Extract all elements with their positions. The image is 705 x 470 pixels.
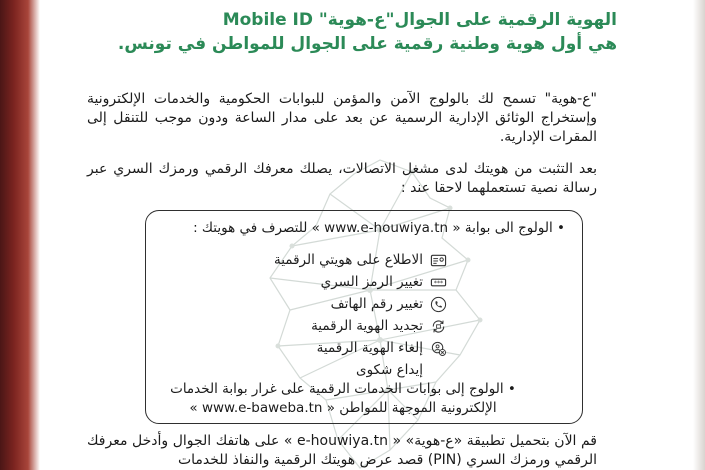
- password-icon: [430, 274, 447, 291]
- svg-text:***: ***: [433, 279, 444, 287]
- baweba-access-text: [133, 380, 553, 418]
- services-list: [274, 249, 447, 381]
- service-label: تجديد الهوية الرقمية: [311, 318, 423, 334]
- footer-paragraph: قم الآن بتحميل تطبيقة «ع-هوية» « e-houwiya.tn » على هاتفك الجوال وأدخل معرفك الرقمي ورمزك السري (PIN) قصد عرض هويتك الرقمية والنفاذ للخدمات: [87, 433, 597, 468]
- heading-line-1: الهوية الرقمية على الجوال"ع-هوية" Mobile ID: [222, 10, 617, 30]
- service-label: الاطلاع على هويتي الرقمية: [273, 252, 423, 268]
- heading-line-2: هي أول هوية وطنية رقمية على الجوال للمواطن في تونس.: [117, 34, 617, 54]
- list-item: [274, 337, 447, 359]
- service-label: تغيير الرمز السري: [320, 274, 423, 290]
- page-left-edge: [0, 0, 40, 470]
- id-card-icon: [430, 252, 447, 269]
- service-label: إلغاء الهوية الرقمية: [316, 340, 423, 356]
- list-item: [274, 315, 447, 337]
- page-right-edge: [693, 0, 705, 470]
- service-label: تغيير رقم الهاتف: [330, 296, 423, 312]
- list-item: [274, 359, 447, 381]
- list-item: [274, 249, 447, 271]
- service-label: إيداع شكوى: [356, 362, 423, 378]
- baweba-line-2: الإلكترونية الموجهة للمواطن « www.e-baweba.tn »: [189, 400, 497, 416]
- verification-paragraph: بعد التثبت من هويتك لدى مشغل الاتصالات، يصلك معرفك الرقمي ورمزك السري عبر رسالة نصية تستعملهما لاحقا عند :: [87, 161, 597, 196]
- phone-icon: [430, 296, 447, 313]
- baweba-line-1: • الولوج إلى بوابات الخدمات الرقمية على غرار بوابة الخدمات: [170, 381, 516, 397]
- list-item: [274, 293, 447, 315]
- portal-access-line: • الولوج الى بوابة « www.e-houwiya.tn » للتصرف في هويتك :: [193, 220, 565, 236]
- cancel-id-icon: [430, 340, 447, 357]
- renew-icon: [430, 318, 447, 335]
- intro-paragraph: "ع-هوية" تسمح لك بالولوج الآمن والمؤمن للبوابات الحكومية والخدمات الإلكترونية وإستخراج الوثائق الإدارية الرسمية عن بعد على مدار الساعة ودون موجب للتنقل إلى المقرات الإدارية.: [87, 91, 597, 145]
- list-item: [274, 271, 447, 293]
